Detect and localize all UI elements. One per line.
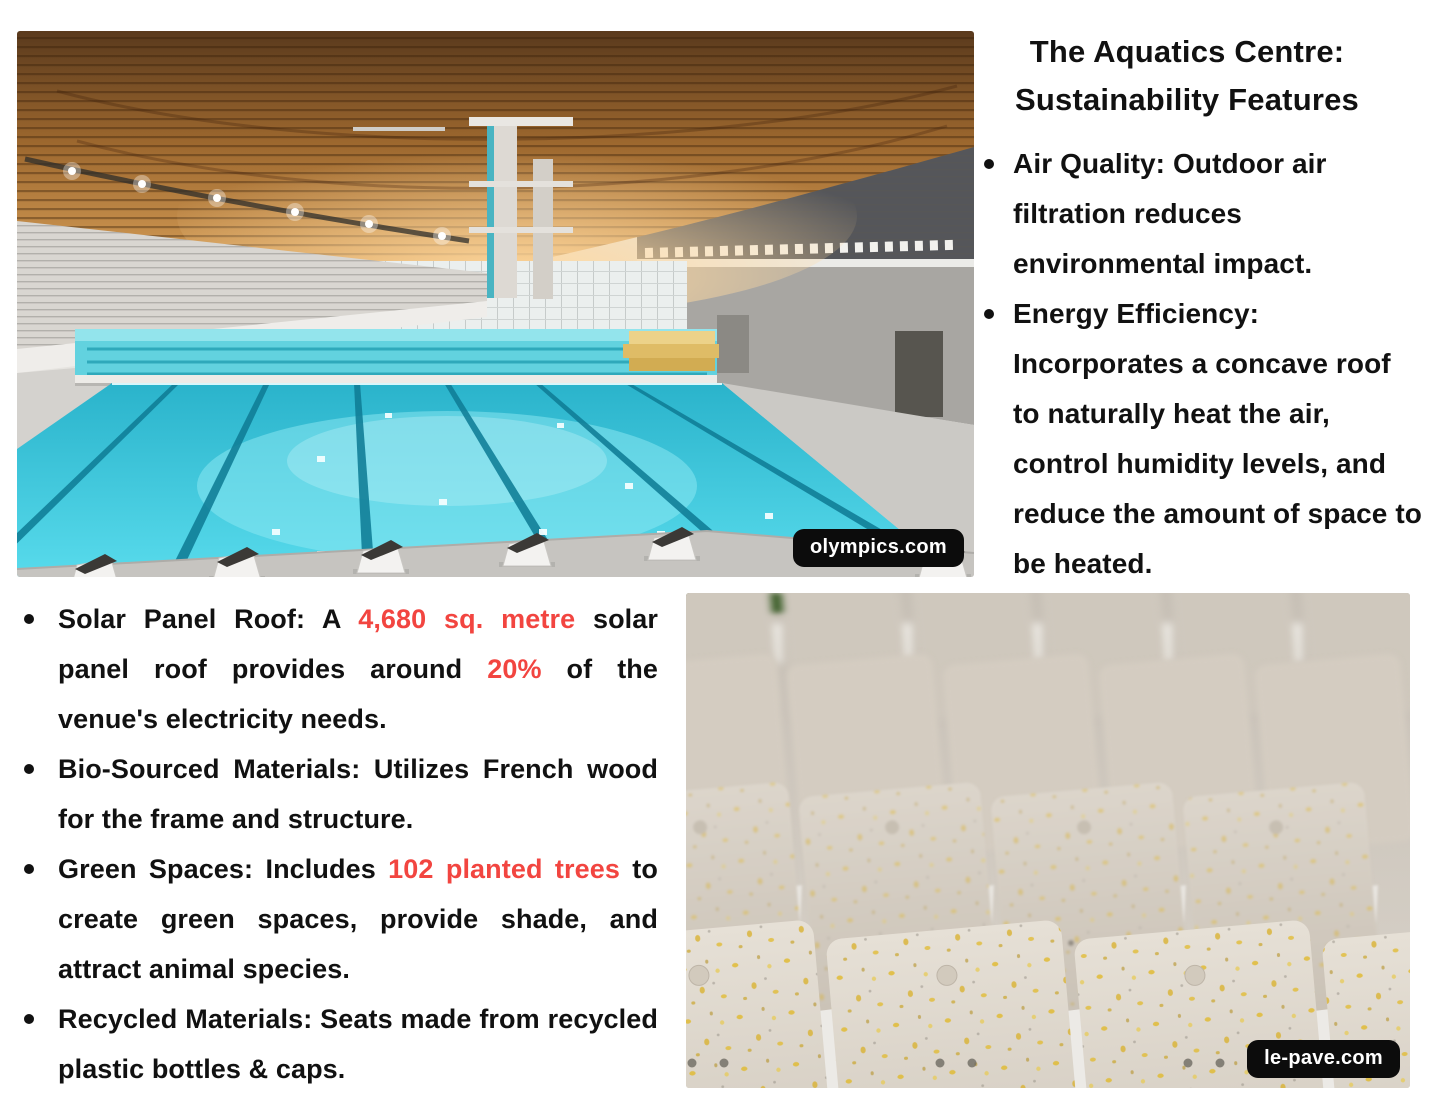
highlighted-stat: 4,680 sq. metre xyxy=(358,604,576,634)
recycled-seats-illustration xyxy=(686,593,1410,1088)
bullet-bio-sourced-materials-text xyxy=(58,744,658,844)
text-segment: Solar Panel Roof: A xyxy=(58,604,359,634)
photo-credit-olympics: olympics.com xyxy=(793,529,964,567)
bullet-energy-efficiency-text xyxy=(1013,289,1422,589)
timber-stack xyxy=(623,331,719,371)
bullet-recycled-materials xyxy=(20,994,658,1094)
bullet-energy-efficiency xyxy=(984,289,1422,589)
highlighted-stat: 102 planted trees xyxy=(388,854,620,884)
text-segment: Energy Efficiency: Incorporates a concave roof to naturally heat the air, control humidity levels, and reduce the amount of space to be heated. xyxy=(1013,298,1422,579)
text-segment: Green Spaces: Includes xyxy=(58,854,389,884)
bullet-green-spaces-text xyxy=(58,844,658,994)
text-segment: Air Quality: Outdoor air filtration reduces environmental impact. xyxy=(1013,148,1327,279)
bullet-solar-panel-roof xyxy=(20,594,658,744)
bullet-air-quality xyxy=(984,139,1422,289)
bullet-recycled-materials-text xyxy=(58,994,658,1094)
bullet-dot xyxy=(984,159,994,169)
text-segment: Bio-Sourced Materials: Utilizes French wood for the frame and structure. xyxy=(58,754,658,834)
bullet-bio-sourced-materials xyxy=(20,744,658,844)
bullet-dot xyxy=(24,764,34,774)
bullet-solar-panel-roof-text xyxy=(58,594,658,744)
sustainability-bullets-right xyxy=(984,139,1422,589)
bullet-air-quality-text xyxy=(1013,139,1422,289)
sustainability-bullets-left xyxy=(20,594,658,1094)
bullet-dot xyxy=(24,864,34,874)
highlighted-stat: 20% xyxy=(487,654,542,684)
text-segment: to create green spaces, provide shade, and attract animal species. xyxy=(58,854,658,984)
page-title xyxy=(980,28,1394,124)
page-title-line1: The Aquatics Centre: xyxy=(1029,34,1345,69)
bullet-dot xyxy=(984,309,994,319)
photo-credit-lepave: le-pave.com xyxy=(1247,1040,1400,1078)
bullet-dot xyxy=(24,614,34,624)
recycled-seats-photo xyxy=(686,593,1410,1088)
aquatics-centre-photo xyxy=(17,31,974,577)
bullet-green-spaces xyxy=(20,844,658,994)
bullet-dot xyxy=(24,1014,34,1024)
page-title-line2: Sustainability Features xyxy=(1015,82,1359,117)
aquatics-hall-illustration xyxy=(17,31,974,577)
text-segment: solar panel roof provides around xyxy=(58,604,658,684)
far-pool xyxy=(75,329,717,386)
text-segment: Recycled Materials: Seats made from recycled plastic bottles & caps. xyxy=(58,1004,658,1084)
text-segment: of the venue's electricity needs. xyxy=(58,654,658,734)
